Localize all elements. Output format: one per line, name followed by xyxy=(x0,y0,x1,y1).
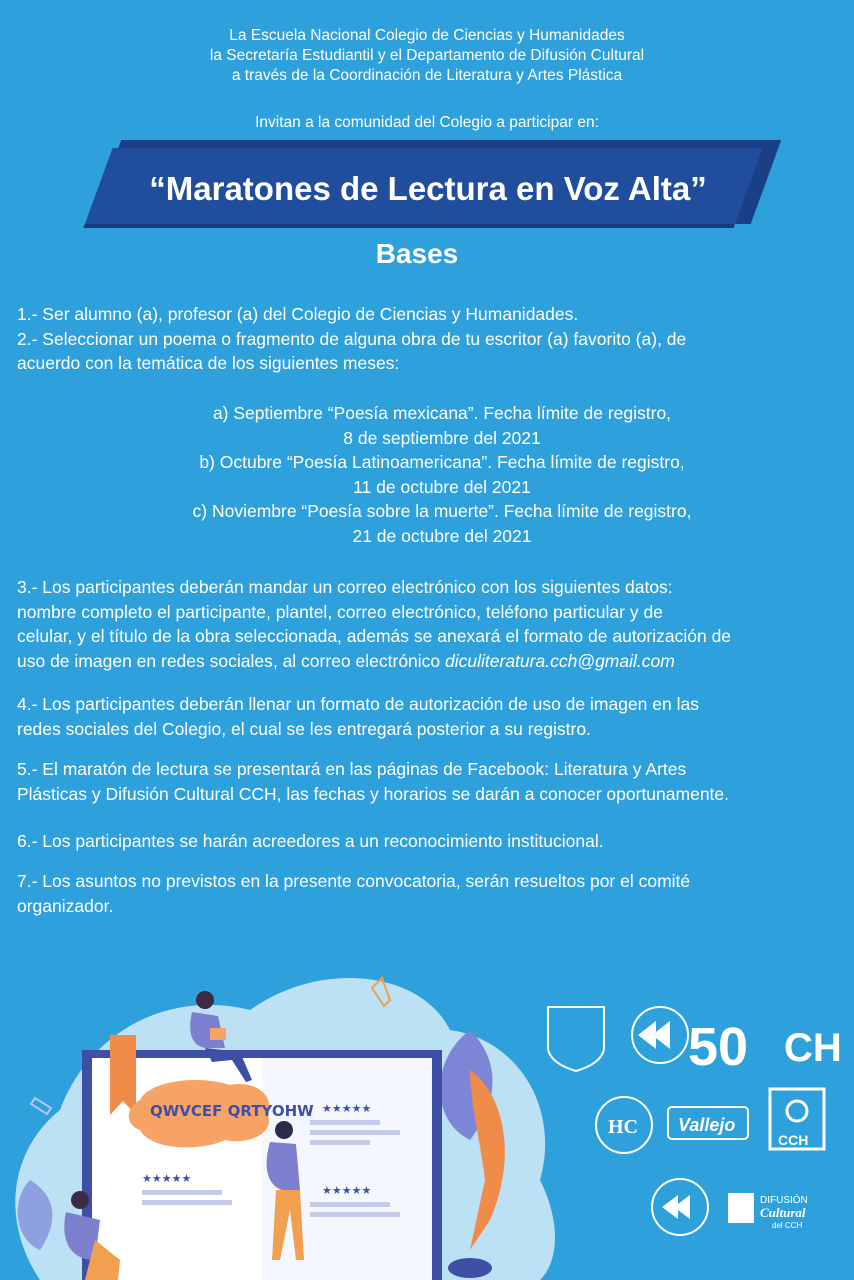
rule-7-line-2: organizador. xyxy=(17,895,114,916)
rule-5-line-2: Plásticas y Difusión Cultural CCH, las fechas y horarios se darán a conocer oportunamente. xyxy=(17,783,730,804)
stars-icon: ★★★★★ xyxy=(322,1184,372,1197)
month-c-line-1: c) Noviembre “Poesía sobre la muerte”. Fecha límite de registro, xyxy=(192,501,692,521)
rule-4-line-1: 4.- Los participantes deberán llenar un formato de autorización de uso de imagen en las xyxy=(17,694,699,714)
illustration-svg xyxy=(0,920,600,1280)
fifty-logo: 50 xyxy=(688,1017,749,1077)
rule-2-line-1: 2.- Seleccionar un poema o fragmento de alguna obra de tu escritor (a) favorito (a), de xyxy=(17,328,687,349)
cch-bottom-logo: CCH xyxy=(778,1132,809,1148)
rule-3-line-4-text: uso de imagen en redes sociales, al correo electrónico xyxy=(17,650,446,671)
rule-3-line-1: 3.- Los participantes deberán mandar un correo electrónico con los siguientes datos: xyxy=(17,577,673,597)
rule-6-text: 6.- Los participantes se harán acreedores a un reconocimiento institucional. xyxy=(17,831,604,851)
rule-5-line-1: 5.- El maratón de lectura se presentará en las páginas de Facebook: Literatura y Artes xyxy=(17,759,687,779)
header-line-3: a través de la Coordinación de Literatura y Artes Plástica xyxy=(231,67,623,84)
person-head xyxy=(196,991,214,1009)
stars-icon: ★★★★★ xyxy=(142,1172,192,1185)
woman-head xyxy=(71,1191,89,1209)
inkwell-icon xyxy=(448,1258,492,1278)
logos-svg xyxy=(540,995,840,1245)
logos-block xyxy=(540,995,840,1245)
paperclip-icon xyxy=(31,1098,51,1114)
month-b-line-1: b) Octubre “Poesía Latinoamericana”. Fecha límite de registro, xyxy=(199,452,685,472)
rule-6 xyxy=(17,829,849,854)
rule-5 xyxy=(17,757,849,806)
bases-heading: Bases xyxy=(375,238,459,269)
rule-3-line-4 xyxy=(17,649,849,674)
tree-icon xyxy=(787,1101,807,1121)
difusion-line-2: Cultural xyxy=(760,1205,806,1220)
book-icon xyxy=(210,1028,226,1040)
invite-text: Invitan a la comunidad del Colegio a participar en: xyxy=(255,114,599,131)
title-banner xyxy=(88,140,768,232)
hc-monogram: HC xyxy=(608,1116,638,1138)
page-title: “Maratones de Lectura en Voz Alta” xyxy=(149,170,707,207)
difusion-mark-icon xyxy=(728,1193,754,1223)
month-a-line-2: 8 de septiembre del 2021 xyxy=(343,427,541,448)
header-block xyxy=(0,26,854,86)
cch-book-icon xyxy=(638,1021,670,1049)
header-line-1: La Escuela Nacional Colegio de Ciencias y Humanidades xyxy=(229,27,625,44)
rule-1-text: 1.- Ser alumno (a), profesor (a) del Colegio de Ciencias y Humanidades. xyxy=(17,304,579,324)
rule-2-line-2: acuerdo con la temática de los siguientes meses: xyxy=(17,353,400,373)
rule-7-line-1: 7.- Los asuntos no previstos en la presente convocatoria, serán resueltos por el comité xyxy=(17,871,691,891)
rule-7 xyxy=(17,869,849,918)
rule-4 xyxy=(17,692,849,741)
seal-book-icon xyxy=(662,1195,690,1219)
rule-1 xyxy=(17,302,849,376)
month-b-line-2: 11 de octubre del 2021 xyxy=(353,476,531,497)
email-link[interactable]: diculiteratura.cch@gmail.com xyxy=(445,650,675,671)
months-list xyxy=(0,401,854,548)
rule-3-line-3: celular, y el título de la obra seleccionada, además se anexará el formato de autorización de xyxy=(17,626,732,646)
month-a-line-1: a) Septiembre “Poesía mexicana”. Fecha límite de registro, xyxy=(212,403,672,423)
rule-4-line-2: redes sociales del Colegio, el cual se les entregará posterior a su registro. xyxy=(17,718,591,739)
vallejo-logo: Vallejo xyxy=(678,1115,736,1135)
unam-shield-icon xyxy=(548,1007,604,1071)
difusion-line-1: DIFUSIÓN xyxy=(760,1195,808,1206)
month-c-line-2: 21 de octubre del 2021 xyxy=(352,525,532,546)
cch-logo: CH xyxy=(784,1026,840,1070)
speech-letters: QWVCEF QRTYOHW xyxy=(150,1102,314,1120)
reading-illustration xyxy=(0,920,600,1280)
stars-icon: ★★★★★ xyxy=(322,1102,372,1115)
rule-3 xyxy=(17,575,849,673)
difusion-line-3: del CCH xyxy=(772,1221,803,1230)
man-head xyxy=(275,1121,293,1139)
header-line-2: la Secretaría Estudiantil y el Departamento de Difusión Cultural xyxy=(209,47,645,64)
rule-3-line-2: nombre completo el participante, plantel, correo electrónico, teléfono particular y de xyxy=(17,601,663,622)
